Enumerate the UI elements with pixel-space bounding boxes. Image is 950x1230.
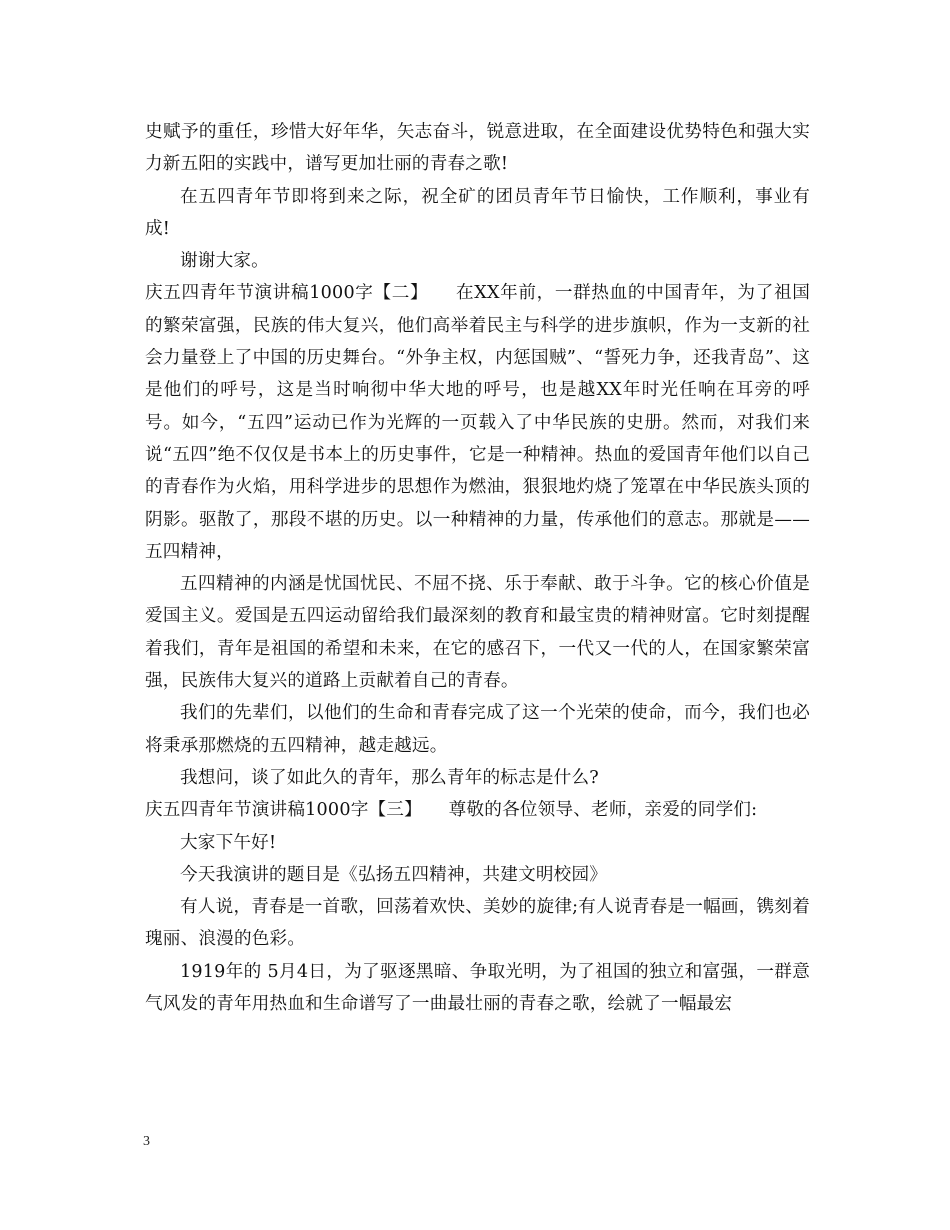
document-body — [145, 116, 810, 1020]
section-heading-paragraph: 庆五四青年节演讲稿1000字【三】 尊敬的各位领导、老师，亲爱的同学们: — [145, 800, 758, 821]
paragraph: 有人说，青春是一首歌，回荡着欢快、美妙的旋律;有人说青春是一幅画，镌刻着瑰丽、浪漫的色彩。 — [145, 897, 810, 950]
paragraph: 1919年的 5月4日，为了驱逐黑暗、争取光明，为了祖国的独立和富强，一群意气风发的青年用热血和生命谱写了一曲最壮丽的青春之歌，绘就了一幅最宏 — [145, 961, 810, 1015]
paragraph: 在五四青年节即将到来之际，祝全矿的团员青年节日愉快，工作顺利，事业有成! — [145, 186, 810, 239]
paragraph: 五四精神的内涵是忧国忧民、不屈不挠、乐于奉献、敢于斗争。它的核心价值是爱国主义。爱国是五四运动留给我们最深刻的教育和最宝贵的精神财富。它时刻提醒着我们，青年是祖国的希望和未来，在它的感召下，一代又一代的人，在国家繁荣富强，民族伟大复兴的道路上贡献着自己的青春。 — [145, 574, 810, 692]
paragraph: 我们的先辈们，以他们的生命和青春完成了这一个光荣的使命，而今，我们也必将秉承那燃烧的五四精神，越走越远。 — [145, 703, 810, 756]
paragraph: 我想问，谈了如此久的青年，那么青年的标志是什么? — [180, 767, 599, 788]
paragraph: 史赋予的重任，珍惜大好年华，矢志奋斗，锐意进取，在全面建设优势特色和强大实力新五阳的实践中，谱写更加壮丽的青春之歌! — [145, 122, 810, 175]
paragraph: 大家下午好! — [180, 832, 277, 853]
paragraph: 今天我演讲的题目是《弘扬五四精神，共建文明校园》 — [180, 864, 608, 885]
paragraph: 谢谢大家。 — [180, 251, 269, 272]
page-number: 3 — [143, 1134, 150, 1149]
section-heading-paragraph: 庆五四青年节演讲稿1000字【二】 在XX年前，一群热血的中国青年，为了祖国的繁荣富强，民族的伟大复兴，他们高举着民主与科学的进步旗帜，作为一支新的社会力量登上了中国的历史舞台。“外争主权，内惩国贼”、“誓死力争，还我青岛”、这是他们的呼号，这是当时响彻中华大地的呼号，也是越XX年时光任响在耳旁的呼号。如今，“五四”运动已作为光辉的一页载入了中华民族的史册。然而，对我们来说“五四”绝不仅仅是书本上的历史事件，它是一种精神。热血的爱国青年他们以自己的青春作为火焰，用科学进步的思想作为燃油，狠狠地灼烧了笼罩在中华民族头顶的阴影。驱散了，那段不堪的历史。以一种精神的力量，传承他们的意志。那就是——五四精神， — [145, 283, 810, 562]
